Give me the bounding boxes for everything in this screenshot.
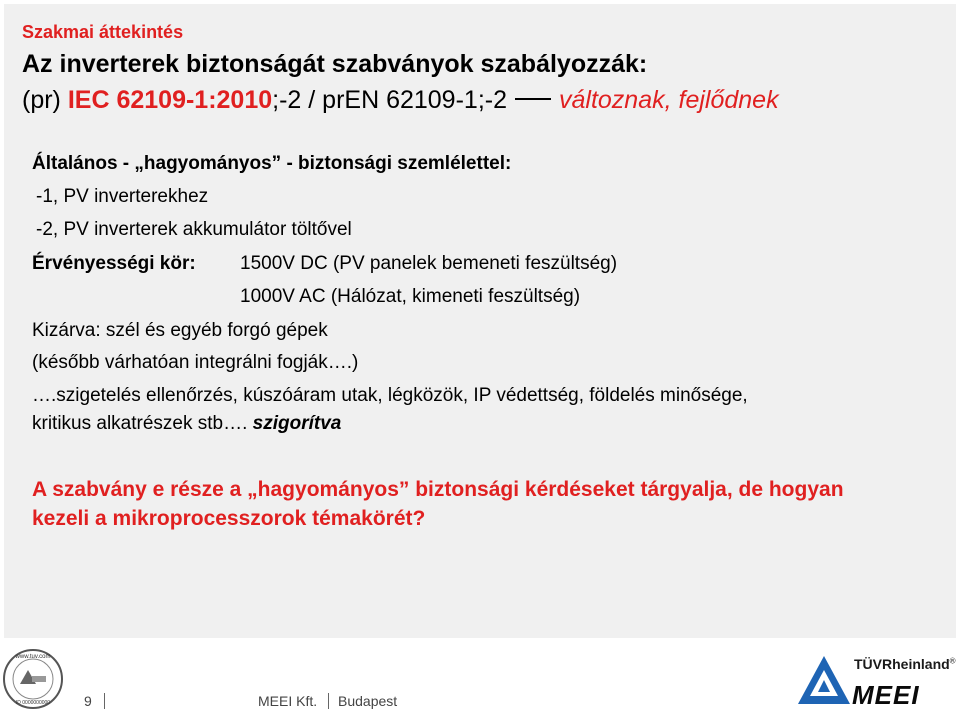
standard-pren: / prEN 62109-1;-2 (301, 86, 507, 114)
excluded-text: Kizárva: szél és egyéb forgó gépek (32, 320, 328, 341)
seal-url: www.tuv.com (15, 654, 51, 660)
details-text: ….szigetelés ellenőrzés, kúszóáram utak, légközök, IP védettség, földelés minősége, (32, 385, 748, 406)
footer-city: Budapest (338, 693, 398, 709)
part1-item: -1, PV inverterekhez (36, 186, 209, 207)
details-prefix: kritikus alkatrészek stb…. (32, 413, 253, 434)
question-line-1: A szabvány e része a „hagyományos” biztonsági kérdéseket tárgyalja, de hogyan (32, 478, 844, 501)
tuv-text: TÜVRheinland (854, 656, 950, 672)
long-dash (515, 98, 551, 100)
changing-note: változnak, fejlődnek (559, 86, 779, 114)
question-line-2: kezeli a mikroprocesszorok témakörét? (32, 507, 426, 530)
standard-part2: ;-2 (272, 86, 302, 114)
footer-divider (104, 693, 105, 709)
subtitle (22, 86, 779, 115)
tuv-seal-icon (2, 648, 64, 710)
scope-dc: 1500V DC (PV panelek bemeneti feszültség) (240, 253, 618, 274)
page-title: Az inverterek biztonságát szabványok szabályozzák: (22, 50, 648, 78)
seal-id: ID 0000000000 (15, 700, 51, 706)
footer-divider (328, 693, 329, 709)
footer-org: MEEI Kft. (258, 693, 318, 709)
details-text-2 (32, 413, 341, 435)
scope-label: Érvényességi kör: (32, 253, 196, 274)
registered-mark: ® (949, 656, 956, 666)
general-heading: Általános - „hagyományos” - biztonsági szemlélettel: (32, 153, 512, 174)
page-number: 9 (84, 693, 92, 709)
meei-logo: MEEI (852, 680, 920, 710)
subtitle-prefix: (pr) (22, 86, 68, 114)
scope-row (32, 253, 618, 275)
part2-item: -2, PV inverterek akkumulátor töltővel (36, 219, 352, 240)
section-label: Szakmai áttekintés (22, 22, 184, 42)
standard-code: IEC 62109-1:2010 (67, 86, 273, 114)
tuv-rheinland-logo (854, 656, 956, 672)
later-text: (később várhatóan integrálni fogják….) (32, 352, 359, 373)
details-emphasis: szigorítva (252, 413, 342, 434)
scope-ac: 1000V AC (Hálózat, kimeneti feszültség) (240, 286, 581, 307)
meei-triangle-logo-icon (796, 652, 852, 708)
